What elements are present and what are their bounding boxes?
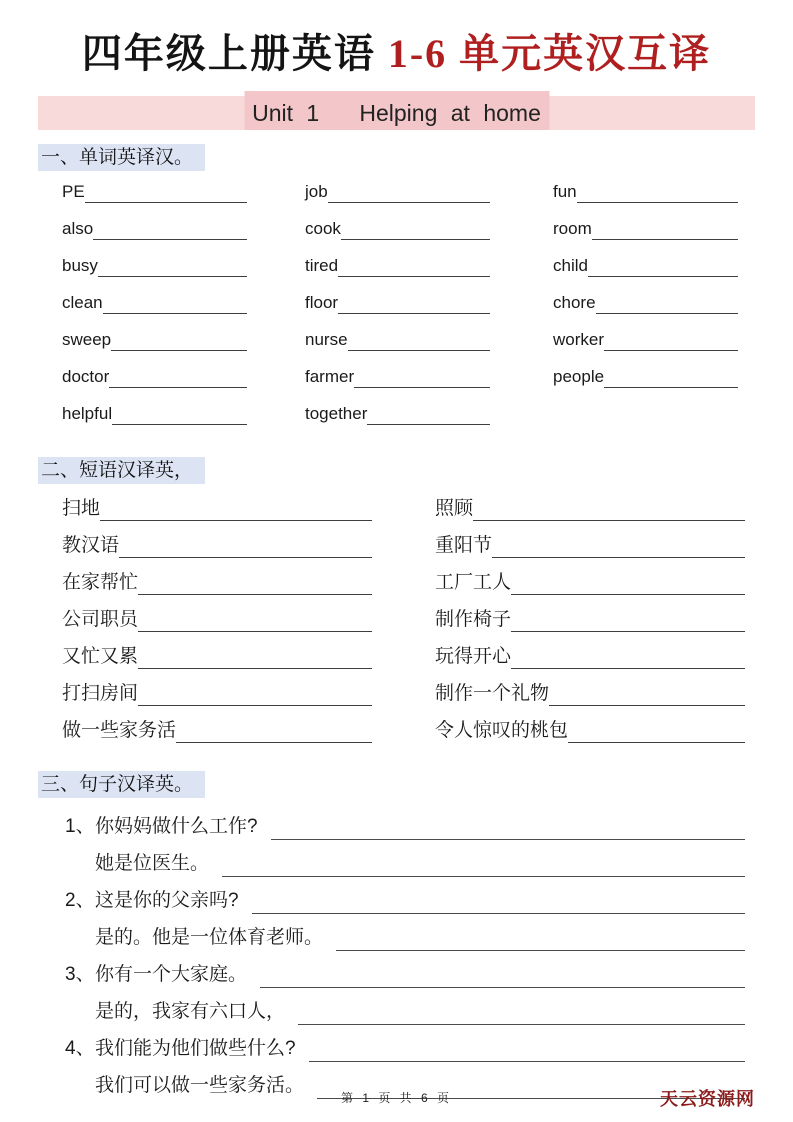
- word-row: [62, 218, 738, 240]
- word-item: [553, 329, 738, 351]
- phrase-label: 工厂工人: [435, 572, 512, 593]
- sentence-number: 3、: [65, 964, 95, 985]
- word-row: [62, 366, 738, 388]
- sentence-text: 是的。他是一位体育老师。: [95, 927, 324, 948]
- answer-line: [338, 273, 490, 277]
- answer-line: [596, 310, 738, 314]
- answer-line: [549, 702, 745, 706]
- word-item: [305, 329, 490, 351]
- word-label: sweep: [62, 330, 112, 349]
- word-item: [305, 403, 490, 425]
- word-label: child: [553, 256, 588, 275]
- phrase-item: [435, 497, 745, 521]
- word-item: [305, 181, 490, 203]
- word-label: tired: [305, 256, 339, 275]
- answer-line: [103, 310, 247, 314]
- phrase-item: [62, 497, 372, 521]
- answer-line: [341, 236, 490, 240]
- answer-line: [260, 984, 745, 988]
- sentence-text: 我们可以做一些家务活。: [95, 1075, 305, 1096]
- sentence-translation-list: [65, 814, 745, 1099]
- word-row: [62, 181, 738, 203]
- word-label: farmer: [305, 367, 355, 386]
- sentence-text: 这是你的父亲吗?: [95, 890, 239, 911]
- sentence-text: 你妈妈做什么工作?: [95, 816, 258, 837]
- phrase-item: [435, 608, 745, 632]
- phrase-label: 教汉语: [62, 535, 120, 556]
- phrase-row: [62, 534, 745, 558]
- word-row: [62, 255, 738, 277]
- phrase-row: [62, 571, 745, 595]
- sentence-row: [65, 851, 745, 877]
- answer-line: [252, 910, 745, 914]
- answer-line: [577, 199, 738, 203]
- phrase-label: 打扫房间: [62, 683, 139, 704]
- answer-line: [338, 310, 490, 314]
- word-item: [62, 255, 247, 277]
- answer-line: [592, 236, 738, 240]
- word-item: [553, 255, 738, 277]
- answer-line: [588, 273, 738, 277]
- answer-line: [511, 665, 745, 669]
- word-item: [62, 403, 247, 425]
- answer-line: [100, 517, 372, 521]
- answer-line: [336, 947, 745, 951]
- phrase-label: 公司职员: [62, 609, 139, 630]
- word-label: doctor: [62, 367, 110, 386]
- sentence-row: [65, 962, 745, 988]
- phrase-row: [62, 682, 745, 706]
- word-item: [305, 255, 490, 277]
- word-row: [62, 403, 738, 425]
- phrase-label: 制作椅子: [435, 609, 512, 630]
- unit-banner: [38, 96, 755, 130]
- answer-line: [138, 591, 372, 595]
- sentence-row: [65, 888, 745, 914]
- phrase-label: 玩得开心: [435, 646, 512, 667]
- word-item: [62, 366, 247, 388]
- answer-line: [354, 384, 490, 388]
- section-heading-sentences: 三、句子汉译英。: [38, 771, 205, 798]
- answer-line: [176, 739, 372, 743]
- phrase-row: [62, 645, 745, 669]
- answer-line: [271, 836, 745, 840]
- sentence-text: 你有一个大家庭。: [95, 964, 248, 985]
- sentence-number: 1、: [65, 816, 95, 837]
- word-translation-list: [62, 181, 738, 425]
- word-item: [553, 292, 738, 314]
- phrase-item: [435, 534, 745, 558]
- phrase-item: [435, 682, 745, 706]
- word-row: [62, 292, 738, 314]
- sentence-text: 是的，我家有六口人，: [95, 1001, 286, 1022]
- word-item: [305, 292, 490, 314]
- sentence-row: [65, 1036, 745, 1062]
- answer-line: [98, 273, 247, 277]
- answer-line: [112, 421, 247, 425]
- answer-line: [298, 1021, 745, 1025]
- section-heading-words: 一、单词英译汉。: [38, 144, 205, 171]
- phrase-label: 做一些家务活: [62, 720, 177, 741]
- answer-line: [222, 873, 745, 877]
- word-label: chore: [553, 293, 596, 312]
- word-label: helpful: [62, 404, 113, 423]
- answer-line: [473, 517, 745, 521]
- phrase-item: [62, 719, 372, 743]
- word-label: people: [553, 367, 605, 386]
- answer-line: [85, 199, 247, 203]
- phrase-translation-list: [62, 497, 745, 743]
- phrase-label: 照顾: [435, 498, 474, 519]
- sentence-row: [65, 814, 745, 840]
- phrase-label: 令人惊叹的桃包: [435, 720, 569, 741]
- phrase-item: [62, 571, 372, 595]
- word-label: room: [553, 219, 592, 238]
- phrase-item: [435, 645, 745, 669]
- word-label: fun: [553, 182, 577, 201]
- answer-line: [604, 347, 738, 351]
- page-title-red: 1-6 单元英汉互译: [387, 31, 712, 76]
- answer-line: [568, 739, 745, 743]
- phrase-item: [62, 608, 372, 632]
- answer-line: [328, 199, 490, 203]
- sentence-number: 4、: [65, 1038, 95, 1059]
- word-label: nurse: [305, 330, 348, 349]
- word-label: floor: [305, 293, 339, 312]
- phrase-row: [62, 497, 745, 521]
- answer-line: [348, 347, 490, 351]
- answer-line: [138, 702, 372, 706]
- answer-line: [111, 347, 247, 351]
- word-label: together: [305, 404, 368, 423]
- word-item: [305, 366, 490, 388]
- phrase-label: 在家帮忙: [62, 572, 139, 593]
- answer-line: [309, 1058, 745, 1062]
- site-watermark: 天云资源网: [660, 1089, 755, 1109]
- word-item: [62, 218, 247, 240]
- answer-line: [604, 384, 738, 388]
- word-label: PE: [62, 182, 85, 201]
- phrase-label: 制作一个礼物: [435, 683, 550, 704]
- page-number: 第 1 页 共 6 页: [340, 1091, 453, 1105]
- word-label: also: [62, 219, 94, 238]
- phrase-item: [435, 571, 745, 595]
- phrase-item: [62, 682, 372, 706]
- phrase-label: 重阳节: [435, 535, 493, 556]
- answer-line: [93, 236, 247, 240]
- word-item: [62, 292, 247, 314]
- word-item: [553, 403, 738, 425]
- word-label: worker: [553, 330, 605, 349]
- word-item: [553, 218, 738, 240]
- word-label: cook: [305, 219, 341, 238]
- answer-line: [492, 554, 745, 558]
- phrase-row: [62, 719, 745, 743]
- sentence-text: 我们能为他们做些什么?: [95, 1038, 296, 1059]
- word-row: [62, 329, 738, 351]
- answer-line: [109, 384, 247, 388]
- answer-line: [511, 591, 745, 595]
- sentence-row: [65, 999, 745, 1025]
- word-item: [62, 329, 247, 351]
- answer-line: [367, 421, 490, 425]
- sentence-number: 2、: [65, 890, 95, 911]
- phrase-item: [62, 534, 372, 558]
- phrase-item: [435, 719, 745, 743]
- answer-line: [138, 628, 372, 632]
- phrase-label: 扫地: [62, 498, 101, 519]
- phrase-row: [62, 608, 745, 632]
- phrase-item: [62, 645, 372, 669]
- word-item: [553, 181, 738, 203]
- page-title: [0, 0, 793, 82]
- word-item: [62, 181, 247, 203]
- section-heading-phrases: 二、短语汉译英，: [38, 457, 205, 484]
- page-title-black: 四年级上册英语: [81, 31, 388, 76]
- answer-line: [511, 628, 745, 632]
- word-label: clean: [62, 293, 103, 312]
- sentence-text: 她是位医生。: [95, 853, 210, 874]
- answer-line: [119, 554, 372, 558]
- sentence-row: [65, 925, 745, 951]
- word-item: [305, 218, 490, 240]
- word-label: busy: [62, 256, 98, 275]
- phrase-label: 又忙又累: [62, 646, 139, 667]
- unit-banner-title: Unit 1 Helping at home: [252, 100, 541, 126]
- answer-line: [138, 665, 372, 669]
- word-label: job: [305, 182, 328, 201]
- word-item: [553, 366, 738, 388]
